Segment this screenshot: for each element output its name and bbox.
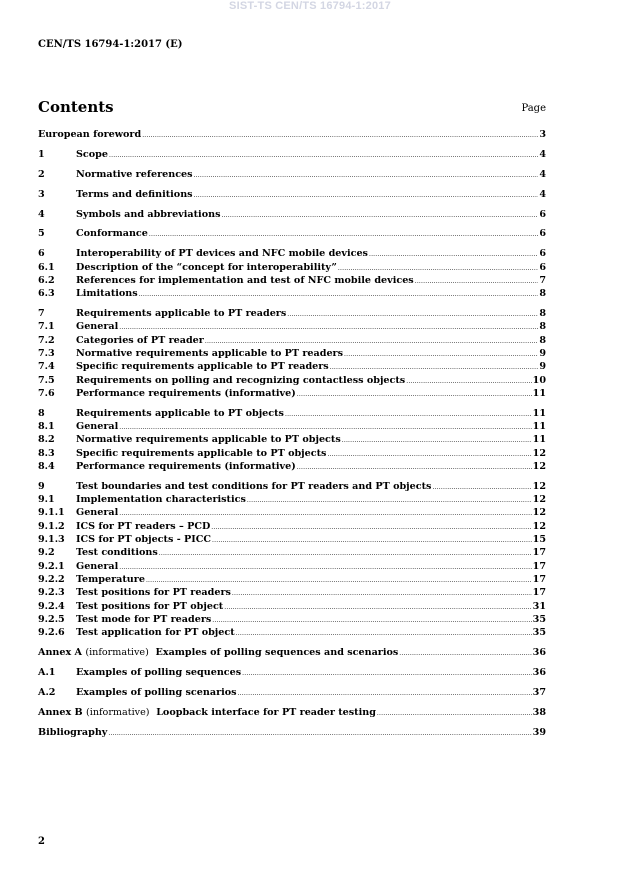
toc-entry-number: 9.1.2 — [38, 520, 65, 532]
toc-entry-number: 1 — [38, 148, 45, 160]
toc-entry[interactable] — [38, 320, 546, 333]
toc-entry[interactable] — [38, 533, 546, 546]
toc-entry-page: 8 — [539, 321, 546, 333]
toc-entry-number: 8.3 — [38, 447, 55, 459]
toc-entry-page: 15 — [532, 534, 546, 546]
toc-entry[interactable] — [38, 600, 546, 613]
toc-entry[interactable] — [38, 480, 546, 493]
toc-leader-dots — [119, 561, 531, 574]
toc-leader-dots — [344, 348, 538, 361]
toc-entry[interactable] — [38, 261, 546, 274]
toc-entry[interactable] — [38, 274, 546, 287]
toc-entry-number: 9.2.4 — [38, 600, 65, 612]
toc-leader-dots — [224, 601, 531, 614]
toc-entry[interactable] — [38, 447, 546, 460]
toc-leader-dots — [146, 574, 532, 587]
toc-entry-number: 5 — [38, 228, 45, 240]
toc-entry-title: References for implementation and test of NFC mobile devices — [76, 274, 414, 286]
toc-entry-title: Categories of PT reader — [76, 334, 204, 346]
toc-entry[interactable] — [38, 227, 546, 240]
toc-entry-title: Implementation characteristics — [76, 494, 246, 506]
toc-entry-page: 4 — [539, 148, 546, 160]
toc-leader-dots — [221, 209, 538, 222]
toc-entry-number: 9.1.3 — [38, 534, 65, 546]
toc-entry[interactable] — [38, 188, 546, 201]
toc-entry-title: Examples of polling sequences — [76, 666, 242, 678]
toc-entry-number: 6.2 — [38, 274, 55, 286]
toc-entry-page: 12 — [532, 507, 546, 519]
toc-entry-number: A.2 — [38, 686, 56, 698]
toc-entry-title: Temperature — [76, 573, 145, 585]
toc-entry[interactable] — [38, 573, 546, 586]
toc-entry-page: 6 — [539, 248, 546, 260]
toc-entry-title: ICS for PT objects - PICC — [76, 534, 211, 546]
toc-entry-title: Terms and definitions — [76, 188, 193, 200]
toc-leader-dots — [369, 248, 538, 261]
toc-entry[interactable] — [38, 287, 546, 300]
toc-entry[interactable] — [38, 128, 546, 141]
toc-entry[interactable] — [38, 148, 546, 161]
toc-entry-title: Requirements on polling and recognizing contactless objects — [76, 374, 406, 386]
toc-entry[interactable] — [38, 374, 546, 387]
toc-entry-number: 9.2.5 — [38, 613, 65, 625]
toc-leader-dots — [238, 687, 532, 700]
toc-entry-page: 8 — [539, 308, 546, 320]
toc-entry-informative: (informative) — [85, 647, 149, 659]
toc-leader-dots — [109, 149, 538, 162]
toc-entry-title: Requirements applicable to PT objects — [76, 407, 284, 419]
toc-entry-title: Annex B (informative) Loopback interface for PT reader testing — [38, 706, 376, 718]
toc-entry-number: 4 — [38, 208, 45, 220]
toc-entry-title: Performance requirements (informative) — [76, 387, 296, 399]
toc-entry-title: Test positions for PT object — [76, 600, 224, 612]
toc-entry-page: 10 — [532, 374, 546, 386]
toc-entry-title: General — [76, 560, 119, 572]
toc-entry-page: 17 — [532, 547, 546, 559]
toc-entry-page: 38 — [532, 706, 546, 718]
toc-leader-dots — [342, 434, 532, 447]
toc-entry-title: Annex A (informative) Examples of polling sequences and scenarios — [38, 647, 399, 659]
toc-entry-number: 7.6 — [38, 387, 55, 399]
toc-entry-page: 12 — [532, 480, 546, 492]
toc-entry[interactable] — [38, 387, 546, 400]
toc-entry[interactable] — [38, 586, 546, 599]
toc-entry-title: General — [76, 421, 119, 433]
toc-entry-number: 7.5 — [38, 374, 55, 386]
toc-entry-page: 17 — [532, 587, 546, 599]
toc-entry[interactable] — [38, 360, 546, 373]
page-column-label: Page — [521, 103, 546, 114]
toc-entry-title: Examples of polling scenarios — [76, 686, 237, 698]
toc-entry-title: ICS for PT readers – PCD — [76, 520, 211, 532]
toc-entry-title: Test boundaries and test conditions for PT readers and PT objects — [76, 480, 432, 492]
toc-entry-page: 4 — [539, 188, 546, 200]
toc-entry-number: 6 — [38, 248, 45, 260]
toc-entry-number: 9.2 — [38, 547, 55, 559]
toc-entry-page: 35 — [532, 627, 546, 639]
toc-entry-number: 9.2.3 — [38, 587, 65, 599]
toc-leader-dots — [205, 335, 538, 348]
toc-leader-dots — [285, 408, 532, 421]
toc-leader-dots — [119, 421, 531, 434]
toc-entry-number: 9.2.2 — [38, 573, 65, 585]
toc-leader-dots — [377, 707, 532, 720]
toc-leader-dots — [149, 228, 538, 241]
toc-entry-title: General — [76, 507, 119, 519]
toc-entry-title: Test mode for PT readers — [76, 613, 212, 625]
toc-entry[interactable] — [38, 407, 546, 420]
toc-entry-page: 7 — [539, 274, 546, 286]
toc-entry[interactable] — [38, 493, 546, 506]
toc-entry[interactable] — [38, 307, 546, 320]
toc-entry-page: 4 — [539, 168, 546, 180]
toc-entry-page: 11 — [532, 407, 546, 419]
toc-leader-dots — [119, 321, 538, 334]
toc-entry-title: General — [76, 321, 119, 333]
toc-entry-number: A.1 — [38, 666, 56, 678]
toc-entry-title: Test positions for PT readers — [76, 587, 231, 599]
toc-entry[interactable] — [38, 420, 546, 433]
toc-entry-page: 17 — [532, 573, 546, 585]
toc-entry-page: 31 — [532, 600, 546, 612]
document-id: CEN/TS 16794-1:2017 (E) — [38, 39, 183, 50]
toc-entry-page: 6 — [539, 261, 546, 273]
toc-leader-dots — [119, 507, 531, 520]
toc-entry-title: Symbols and abbreviations — [76, 208, 221, 220]
toc-leader-dots — [338, 262, 538, 275]
toc-leader-dots — [108, 727, 531, 740]
toc-entry-page: 39 — [532, 726, 546, 738]
toc-entry-number: 3 — [38, 188, 45, 200]
toc-entry-number: 9.2.6 — [38, 627, 65, 639]
toc-entry-page: 6 — [539, 228, 546, 240]
toc-entry[interactable] — [38, 208, 546, 221]
toc-leader-dots — [212, 614, 531, 627]
toc-entry-page: 17 — [532, 560, 546, 572]
toc-entry-page: 3 — [539, 129, 546, 140]
toc-entry-number: 8.4 — [38, 460, 55, 472]
toc-leader-dots — [142, 129, 538, 142]
toc-entry[interactable] — [38, 626, 546, 639]
toc-leader-dots — [330, 361, 539, 374]
toc-leader-dots — [406, 375, 531, 388]
toc-entry-number: 9.1.1 — [38, 507, 65, 519]
page-title: Contents — [38, 98, 114, 116]
toc-entry-number: 8.2 — [38, 434, 55, 446]
toc-entry-title: Normative requirements applicable to PT objects — [76, 434, 341, 446]
toc-leader-dots — [327, 448, 531, 461]
toc-entry-number: 7.3 — [38, 348, 55, 360]
toc-entry-page: 8 — [539, 288, 546, 300]
toc-entry-number: 7 — [38, 308, 45, 320]
toc-entry-number: 7.4 — [38, 361, 55, 373]
toc-entry[interactable] — [38, 168, 546, 181]
toc-entry-number: 7.2 — [38, 334, 55, 346]
toc-entry-title: Performance requirements (informative) — [76, 460, 296, 472]
page-number: 2 — [38, 836, 45, 847]
toc-entry-title: Interoperability of PT devices and NFC mobile devices — [76, 248, 368, 260]
toc-entry[interactable] — [38, 347, 546, 360]
toc-entry-number: 9.2.1 — [38, 560, 65, 572]
toc-entry[interactable] — [38, 726, 546, 739]
toc-entry-title: Normative references — [76, 168, 193, 180]
toc-entry-number: 8.1 — [38, 421, 55, 433]
toc-entry-page: 35 — [532, 613, 546, 625]
toc-leader-dots — [211, 521, 531, 534]
toc-entry[interactable] — [38, 646, 546, 659]
toc-entry[interactable] — [38, 613, 546, 626]
toc-entry-title: Normative requirements applicable to PT readers — [76, 348, 344, 360]
toc-entry-number: 7.1 — [38, 321, 55, 333]
toc-entry-title: Bibliography — [38, 726, 108, 738]
toc-entry[interactable] — [38, 666, 546, 679]
toc-leader-dots — [159, 547, 532, 560]
toc-entry-number: 8 — [38, 407, 45, 419]
toc-entry-title: Description of the “concept for interoperability” — [76, 261, 337, 273]
toc-entry-page: 11 — [532, 387, 546, 399]
toc-leader-dots — [287, 308, 538, 321]
toc-entry-page: 11 — [532, 421, 546, 433]
toc-entry[interactable] — [38, 686, 546, 699]
toc-entry[interactable] — [38, 506, 546, 519]
toc-entry-page: 8 — [539, 334, 546, 346]
toc-entry[interactable] — [38, 520, 546, 533]
toc-leader-dots — [415, 275, 539, 288]
toc-entry-page: 11 — [532, 434, 546, 446]
toc-leader-dots — [399, 647, 531, 660]
toc-leader-dots — [194, 169, 539, 182]
toc-entry-number: 6.1 — [38, 261, 55, 273]
toc-entry[interactable] — [38, 433, 546, 446]
toc-entry-page: 9 — [539, 361, 546, 373]
toc-leader-dots — [297, 388, 532, 401]
toc-leader-dots — [232, 587, 532, 600]
toc-entry-number: 6.3 — [38, 288, 55, 300]
toc-leader-dots — [139, 288, 539, 301]
toc-entry-page: 12 — [532, 520, 546, 532]
toc-entry[interactable] — [38, 247, 546, 260]
toc-leader-dots — [247, 494, 532, 507]
table-of-contents — [38, 128, 546, 739]
toc-entry-informative: (informative) — [86, 706, 150, 718]
toc-entry-title: European foreword — [38, 129, 142, 140]
toc-entry-title: Limitations — [76, 288, 138, 300]
toc-entry-page: 12 — [532, 494, 546, 506]
toc-entry-title: Conformance — [76, 228, 148, 240]
toc-entry-title: Specific requirements applicable to PT readers — [76, 361, 329, 373]
toc-entry-page: 36 — [532, 647, 546, 659]
toc-leader-dots — [236, 627, 532, 640]
toc-leader-dots — [297, 461, 532, 474]
toc-entry-page: 37 — [532, 686, 546, 698]
toc-entry-number: 2 — [38, 168, 45, 180]
toc-entry-page: 9 — [539, 348, 546, 360]
watermark: SIST-TS CEN/TS 16794-1:2017 — [229, 0, 391, 12]
toc-entry[interactable] — [38, 460, 546, 473]
toc-entry[interactable] — [38, 546, 546, 559]
toc-leader-dots — [432, 481, 531, 494]
toc-entry-title: Requirements applicable to PT readers — [76, 308, 287, 320]
toc-entry-number: 9.1 — [38, 494, 55, 506]
toc-entry[interactable] — [38, 334, 546, 347]
toc-leader-dots — [242, 667, 531, 680]
toc-entry[interactable] — [38, 706, 546, 719]
toc-entry-page: 12 — [532, 447, 546, 459]
toc-entry-number: 9 — [38, 480, 45, 492]
toc-entry-page: 36 — [532, 666, 546, 678]
toc-entry[interactable] — [38, 560, 546, 573]
toc-leader-dots — [194, 189, 539, 202]
toc-entry-page: 12 — [532, 460, 546, 472]
toc-entry-page: 6 — [539, 208, 546, 220]
toc-entry-title: Scope — [76, 148, 108, 160]
toc-entry-title: Test conditions — [76, 547, 158, 559]
toc-entry-title: Specific requirements applicable to PT objects — [76, 447, 327, 459]
toc-leader-dots — [212, 534, 532, 547]
toc-entry-title: Test application for PT object — [76, 627, 235, 639]
